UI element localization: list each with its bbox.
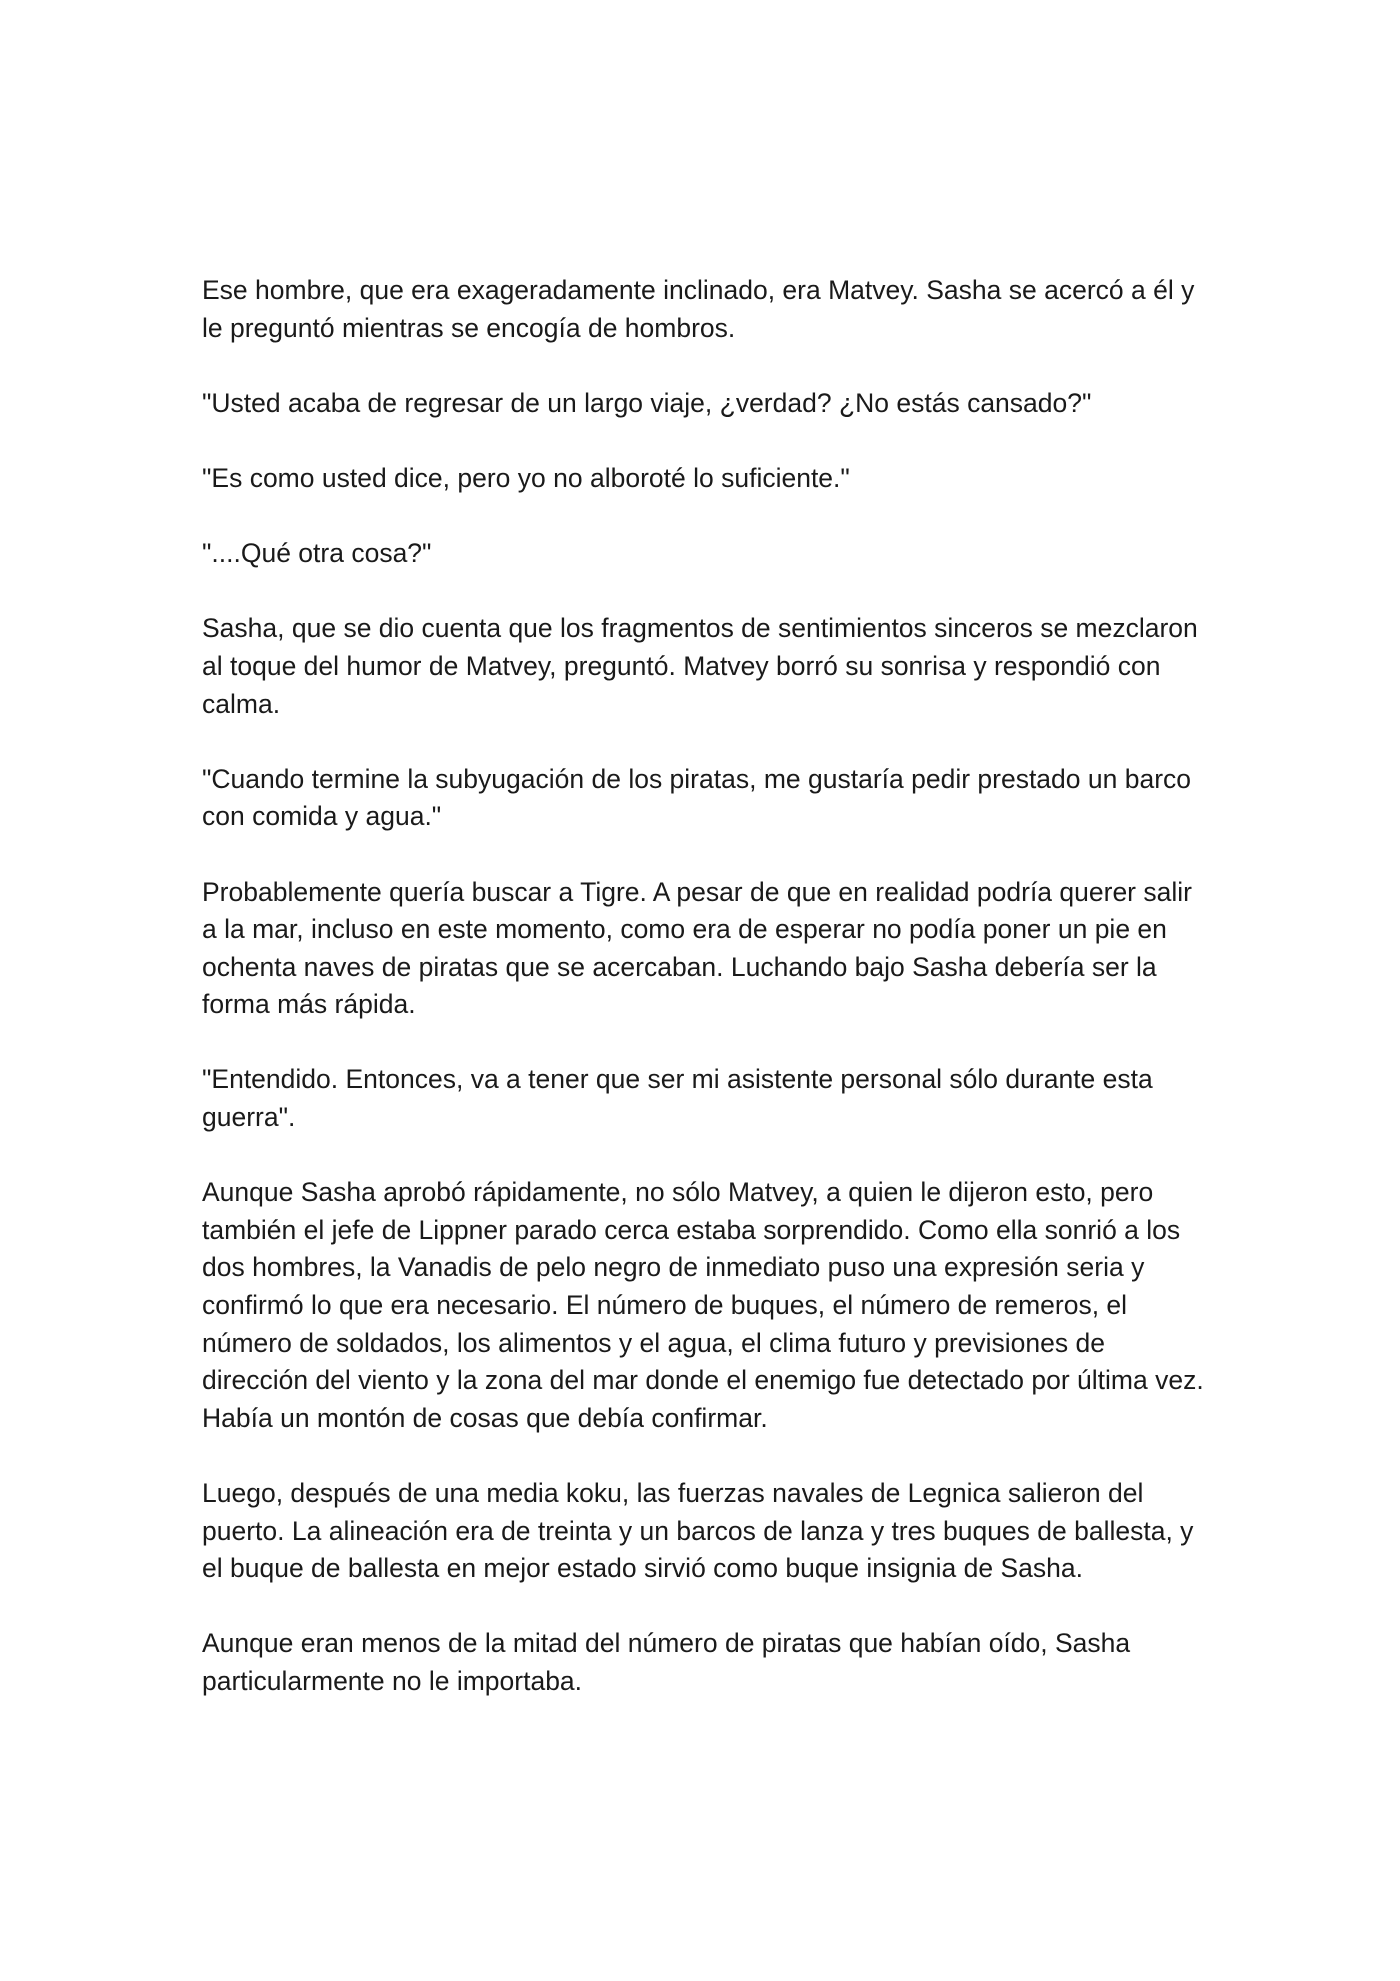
paragraph-8: "Entendido. Entonces, va a tener que ser mi asistente personal sólo durante esta guerra". xyxy=(202,1064,1153,1133)
paragraph-2: "Usted acaba de regresar de un largo viaje, ¿verdad? ¿No estás cansado?" xyxy=(202,387,1092,418)
paragraph-6: "Cuando termine la subyugación de los piratas, me gustaría pedir prestado un barco con comida y agua." xyxy=(202,763,1192,832)
paragraph-4: "....Qué otra cosa?" xyxy=(202,538,432,569)
paragraph-11: Aunque eran menos de la mitad del número de piratas que habían oído, Sasha particularmente no le importaba. xyxy=(202,1628,1131,1696)
document-body xyxy=(202,272,1212,1701)
paragraph-9: Aunque Sasha aprobó rápidamente, no sólo Matvey, a quien le dijeron esto, pero también el jefe de Lippner parado cerca estaba sorprendido. Como ella sonrió a los dos hombres, la Vanadis de pelo negro de inmediato puso una expresión seria y confirmó lo que era necesario. El número de buques, el número de remeros, el número de soldados, los alimentos y el agua, el clima futuro y previsiones de dirección del viento y la zona del mar donde el enemigo fue detectado por última vez. Había un montón de cosas que debía confirmar. xyxy=(202,1177,1204,1433)
paragraph-1: Ese hombre, que era exageradamente inclinado, era Matvey. Sasha se acercó a él y le preguntó mientras se encogía de hombros. xyxy=(202,275,1195,343)
paragraph-10: Luego, después de una media koku, las fuerzas navales de Legnica salieron del puerto. La alineación era de treinta y un barcos de lanza y tres buques de ballesta, y el buque de ballesta en mejor estado sirvió como buque insignia de Sasha. xyxy=(202,1478,1194,1584)
paragraph-5: Sasha, que se dio cuenta que los fragmentos de sentimientos sinceros se mezclaron al toque del humor de Matvey, preguntó. Matvey borró su sonrisa y respondió con calma. xyxy=(202,613,1198,719)
paragraph-7: Probablemente quería buscar a Tigre. A pesar de que en realidad podría querer salir a la mar, incluso en este momento, como era de esperar no podía poner un pie en ochenta naves de piratas que se acercaban. Luchando bajo Sasha debería ser la forma más rápida. xyxy=(202,876,1192,1020)
paragraph-3: "Es como usted dice, pero yo no alboroté lo suficiente." xyxy=(202,462,850,493)
